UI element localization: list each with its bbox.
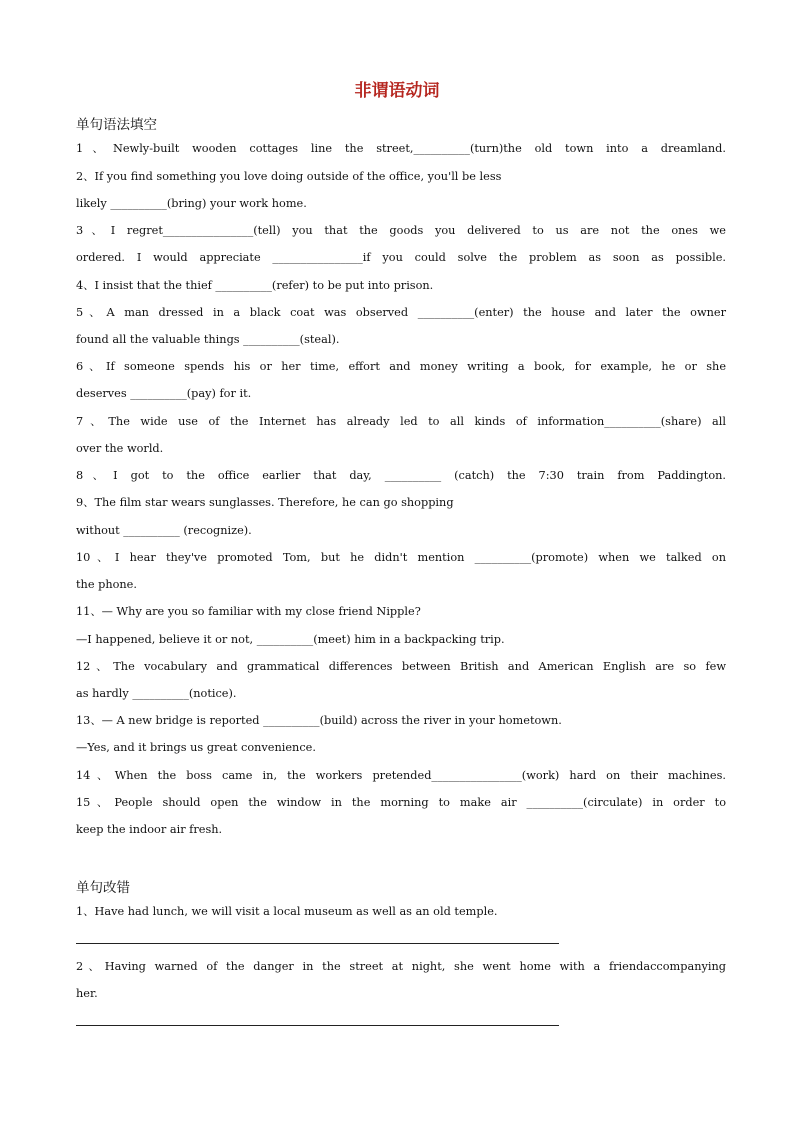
exercise-line: 8、I got to the office earlier that day, __________ (catch) the 7:30 train from Paddington.: [76, 469, 726, 482]
exercise-line: deserves __________(pay) for it.: [76, 387, 252, 400]
answer-line: [76, 943, 559, 944]
exercise-line: her.: [76, 987, 98, 1000]
exercise-line: 6、If someone spends his or her time, effort and money writing a book, for example, he or she: [76, 360, 726, 373]
exercise-line: 7、The wide use of the Internet has already led to all kinds of information__________(share) all: [76, 415, 726, 428]
exercise-line: as hardly __________(notice).: [76, 687, 237, 700]
exercise-line: keep the indoor air fresh.: [76, 823, 223, 836]
exercise-line: over the world.: [76, 442, 164, 455]
exercise-line: 10、I hear they've promoted Tom, but he didn't mention __________(promote) when we talked on: [76, 551, 726, 564]
exercise-line: 2、If you find something you love doing outside of the office, you'll be less: [76, 170, 502, 183]
answer-line: [76, 1025, 559, 1026]
exercise-line: 3、I regret________________(tell) you that the goods you delivered to us are not the ones we: [76, 224, 726, 237]
exercise-line: 2、Having warned of the danger in the street at night, she went home with a friendaccompanying: [76, 960, 726, 973]
exercise-line: 1、Have had lunch, we will visit a local museum as well as an old temple.: [76, 905, 498, 918]
exercise-line: 13、— A new bridge is reported __________(build) across the river in your hometown.: [76, 714, 562, 727]
exercise-line: the phone.: [76, 578, 137, 591]
section-heading-grammar-fill: 单句语法填空: [76, 117, 157, 133]
exercise-line: 11、— Why are you so familiar with my close friend Nipple?: [76, 605, 421, 618]
exercise-line: —Yes, and it brings us great convenience.: [76, 741, 316, 754]
exercise-line: 1、Newly-built wooden cottages line the street,__________(turn)the old town into a dreamland.: [76, 142, 726, 155]
exercise-line: 12、The vocabulary and grammatical differences between British and American English are so few: [76, 660, 726, 673]
exercise-line: 9、The film star wears sunglasses. Therefore, he can go shopping: [76, 496, 454, 509]
section-heading-error-correction: 单句改错: [76, 880, 130, 896]
exercise-line: 15、People should open the window in the morning to make air __________(circulate) in order to: [76, 796, 726, 809]
exercise-line: without __________ (recognize).: [76, 524, 252, 537]
exercise-line: ordered. I would appreciate ________________if you could solve the problem as soon as possible.: [76, 251, 726, 264]
exercise-line: —I happened, believe it or not, __________(meet) him in a backpacking trip.: [76, 633, 505, 646]
page-title: 非谓语动词: [354, 81, 440, 101]
exercise-line: likely __________(bring) your work home.: [76, 197, 307, 210]
exercise-line: 5、A man dressed in a black coat was observed __________(enter) the house and later the owner: [76, 306, 726, 319]
exercise-line: 14、When the boss came in, the workers pretended________________(work) hard on their machines.: [76, 769, 726, 782]
exercise-line: found all the valuable things __________(steal).: [76, 333, 340, 346]
exercise-line: 4、I insist that the thief __________(refer) to be put into prison.: [76, 279, 434, 292]
